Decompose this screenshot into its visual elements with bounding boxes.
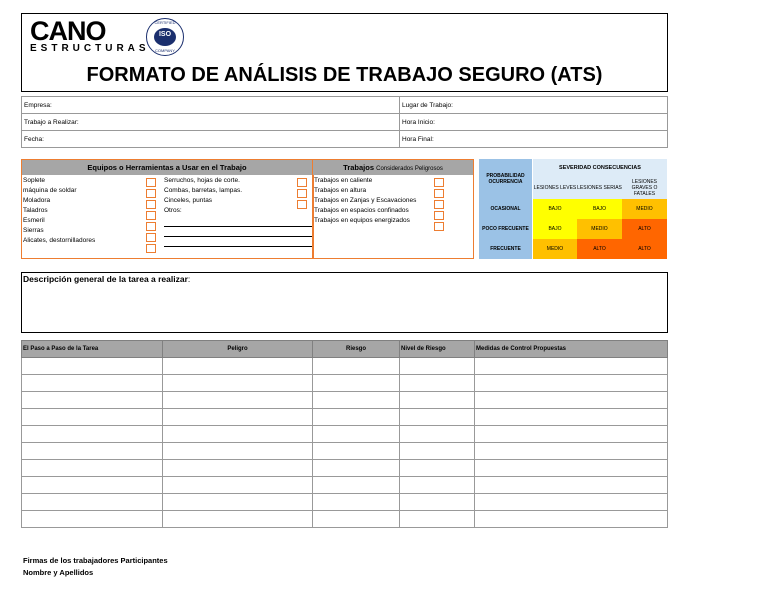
table-cell[interactable] xyxy=(313,477,400,494)
hazard-item: Trabajos en Zanjas y Escavaciones xyxy=(314,197,417,204)
table-cell[interactable] xyxy=(475,375,668,392)
risk-matrix xyxy=(479,159,667,259)
col-header-nivel: Nivel de Riesgo xyxy=(400,341,475,358)
table-cell[interactable] xyxy=(475,477,668,494)
equip-item: Moladora xyxy=(23,197,51,204)
table-row xyxy=(22,358,668,375)
table-cell[interactable] xyxy=(475,358,668,375)
trabajo-realizar-field[interactable]: Trabajo a Realizar: xyxy=(22,114,400,131)
equipment-heading: Equipos o Herramientas a Usar en el Trabajo xyxy=(22,160,312,175)
table-cell[interactable] xyxy=(400,460,475,477)
names-label: Nombre y Apellidos xyxy=(23,568,94,577)
table-cell[interactable] xyxy=(400,443,475,460)
hazard-checkbox[interactable] xyxy=(434,200,444,209)
hazard-item: Trabajos en caliente xyxy=(314,177,373,184)
table-cell[interactable] xyxy=(313,443,400,460)
equip-checkbox[interactable] xyxy=(146,244,156,253)
table-cell[interactable] xyxy=(163,443,313,460)
document-header xyxy=(21,13,668,92)
table-cell[interactable] xyxy=(475,443,668,460)
table-cell[interactable] xyxy=(400,477,475,494)
matrix-severity-col: LESIONES SERIAS xyxy=(577,177,622,199)
matrix-cell-medio: MEDIO xyxy=(622,199,667,219)
hazardous-work-heading-bold: Trabajos xyxy=(343,163,375,172)
table-cell[interactable] xyxy=(163,426,313,443)
table-cell[interactable] xyxy=(475,426,668,443)
company-logo: CANO xyxy=(30,16,106,46)
table-cell[interactable] xyxy=(163,358,313,375)
company-logo-subtext: ESTRUCTURAS xyxy=(30,43,150,54)
hazard-checkbox[interactable] xyxy=(434,211,444,220)
col-header-steps: El Paso a Paso de la Tarea xyxy=(22,341,163,358)
equip-item: Alicates, destornilladores xyxy=(23,237,96,244)
task-steps-table xyxy=(21,340,668,528)
table-cell[interactable] xyxy=(22,409,163,426)
lugar-trabajo-field[interactable]: Lugar de Trabajo: xyxy=(400,97,668,114)
table-cell[interactable] xyxy=(22,511,163,528)
table-cell[interactable] xyxy=(313,460,400,477)
matrix-cell-bajo: BAJO xyxy=(533,199,577,219)
equip-checkbox[interactable] xyxy=(146,189,156,198)
table-cell[interactable] xyxy=(475,511,668,528)
equip-item: Soplete xyxy=(23,177,46,184)
table-cell[interactable] xyxy=(163,494,313,511)
hora-inicio-field[interactable]: Hora Inicio: xyxy=(400,114,668,131)
fecha-field[interactable]: Fecha: xyxy=(22,131,400,148)
table-row xyxy=(22,409,668,426)
equip-other-label: Otros: xyxy=(164,207,182,214)
equipment-section xyxy=(21,159,474,259)
task-description-colon: : xyxy=(187,274,191,284)
matrix-cell-alto: ALTO xyxy=(622,239,667,259)
table-cell[interactable] xyxy=(313,511,400,528)
hazard-checkbox[interactable] xyxy=(434,189,444,198)
table-cell[interactable] xyxy=(475,409,668,426)
iso-certification-seal xyxy=(146,18,184,56)
equip-checkbox[interactable] xyxy=(146,211,156,220)
table-row xyxy=(22,426,668,443)
matrix-cell-medio: MEDIO xyxy=(577,219,622,239)
table-cell[interactable] xyxy=(22,477,163,494)
empresa-field[interactable]: Empresa: xyxy=(22,97,400,114)
table-cell[interactable] xyxy=(163,409,313,426)
iso-seal-top-text: CERTIFIED xyxy=(154,20,176,25)
table-row xyxy=(22,375,668,392)
table-cell[interactable] xyxy=(163,375,313,392)
hazard-checkbox[interactable] xyxy=(434,222,444,231)
hora-final-field[interactable]: Hora Final: xyxy=(400,131,668,148)
table-row xyxy=(22,460,668,477)
matrix-severity-col: LESIONES LEVES xyxy=(533,177,577,199)
hazardous-work-heading-rest: Considerados Peligrosos xyxy=(376,166,443,172)
matrix-cell-medio: MEDIO xyxy=(533,239,577,259)
matrix-cell-bajo: BAJO xyxy=(577,199,622,219)
table-row xyxy=(22,511,668,528)
equip-checkbox[interactable] xyxy=(146,178,156,187)
task-description-box[interactable] xyxy=(21,272,668,333)
table-cell[interactable] xyxy=(400,392,475,409)
table-cell[interactable] xyxy=(22,460,163,477)
table-row xyxy=(22,494,668,511)
table-cell[interactable] xyxy=(22,494,163,511)
general-info-table xyxy=(21,96,668,148)
table-cell[interactable] xyxy=(163,511,313,528)
matrix-row-label: FRECUENTE xyxy=(479,239,532,259)
table-cell[interactable] xyxy=(163,392,313,409)
table-row xyxy=(22,477,668,494)
col-header-medidas: Medidas de Control Propuestas xyxy=(475,341,668,358)
matrix-severity-label: SEVERIDAD CONSECUENCIAS xyxy=(533,159,667,177)
hazard-item: Trabajos en espacios confinados xyxy=(314,207,409,214)
other-equipment-line[interactable] xyxy=(164,226,312,227)
signatures-section xyxy=(23,555,168,579)
matrix-row-label: OCASIONAL xyxy=(479,199,532,219)
task-description-label xyxy=(23,274,190,284)
equip-checkbox[interactable] xyxy=(297,178,307,187)
equip-checkbox[interactable] xyxy=(146,233,156,242)
table-cell[interactable] xyxy=(313,494,400,511)
table-cell[interactable] xyxy=(313,392,400,409)
table-cell[interactable] xyxy=(313,375,400,392)
table-cell[interactable] xyxy=(475,494,668,511)
table-cell[interactable] xyxy=(313,358,400,375)
matrix-severity-col: LESIONES GRAVES O FATALES xyxy=(622,177,667,199)
hazardous-work-heading xyxy=(312,160,473,175)
table-cell[interactable] xyxy=(400,426,475,443)
equip-item: Esmeril xyxy=(23,217,45,224)
col-header-riesgo: Riesgo xyxy=(313,341,400,358)
matrix-cell-alto: ALTO xyxy=(577,239,622,259)
document-title: FORMATO DE ANÁLISIS DE TRABAJO SEGURO (ATS) xyxy=(86,64,603,86)
table-cell[interactable] xyxy=(163,460,313,477)
equip-checkbox[interactable] xyxy=(146,200,156,209)
table-cell[interactable] xyxy=(400,511,475,528)
iso-seal-center: ISO xyxy=(154,28,176,46)
table-cell[interactable] xyxy=(475,460,668,477)
equip-item: Serruchos, hojas de corte. xyxy=(164,177,240,184)
table-cell[interactable] xyxy=(22,392,163,409)
table-row xyxy=(22,392,668,409)
equip-item: Cinceles, puntas xyxy=(164,197,213,204)
table-cell[interactable] xyxy=(400,375,475,392)
equip-item: máquina de soldar xyxy=(23,187,77,194)
hazard-checkbox[interactable] xyxy=(434,178,444,187)
task-description-label-text: Descripción general de la tarea a realizar xyxy=(23,274,188,284)
table-cell[interactable] xyxy=(313,426,400,443)
equip-checkbox[interactable] xyxy=(297,200,307,209)
matrix-cell-bajo: BAJO xyxy=(533,219,577,239)
other-equipment-line[interactable] xyxy=(164,236,312,237)
iso-seal-bottom-text: COMPANY xyxy=(155,48,175,53)
signatures-label: Firmas de los trabajadores Participantes xyxy=(23,556,168,565)
table-cell[interactable] xyxy=(400,409,475,426)
matrix-cell-alto: ALTO xyxy=(622,219,667,239)
matrix-row-label: POCO FRECUENTE xyxy=(479,219,532,239)
hazard-item: Trabajos en altura xyxy=(314,187,367,194)
table-cell[interactable] xyxy=(400,494,475,511)
table-cell[interactable] xyxy=(22,443,163,460)
equip-checkbox[interactable] xyxy=(146,222,156,231)
hazard-item: Trabajos en equipos energizados xyxy=(314,217,410,224)
col-header-peligro: Peligro xyxy=(163,341,313,358)
matrix-probability-label: PROBABILIDAD OCURRENCIA xyxy=(479,159,532,199)
table-cell[interactable] xyxy=(22,426,163,443)
table-cell[interactable] xyxy=(475,392,668,409)
table-cell[interactable] xyxy=(22,375,163,392)
equip-item: Combas, barretas, lampas. xyxy=(164,187,243,194)
equip-checkbox[interactable] xyxy=(297,189,307,198)
equip-item: Taladros xyxy=(23,207,48,214)
equip-item: Sierras xyxy=(23,227,44,234)
table-cell[interactable] xyxy=(22,358,163,375)
table-cell[interactable] xyxy=(400,358,475,375)
table-cell[interactable] xyxy=(163,477,313,494)
table-cell[interactable] xyxy=(313,409,400,426)
other-equipment-line[interactable] xyxy=(164,246,312,247)
table-row xyxy=(22,443,668,460)
